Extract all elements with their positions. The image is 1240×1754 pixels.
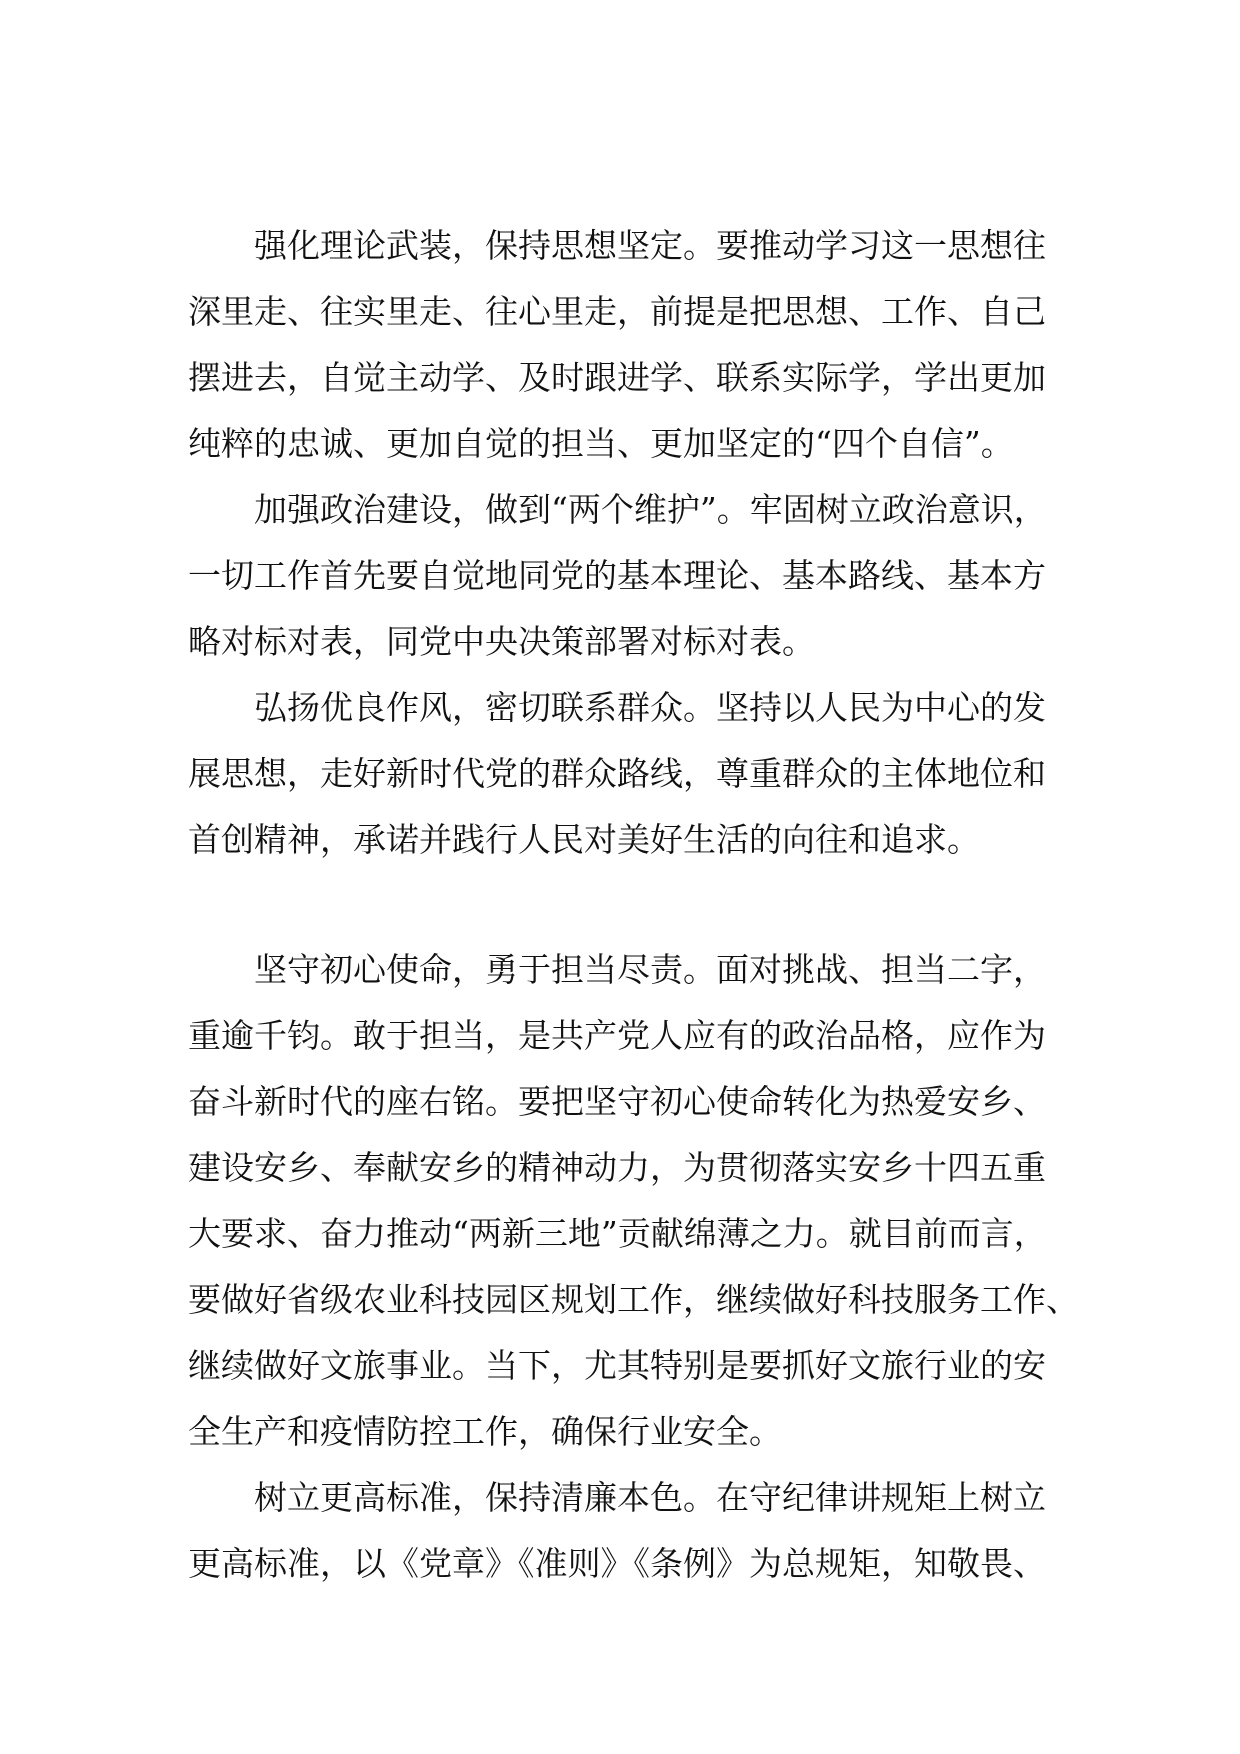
- paragraph-line: 建设安乡、奉献安乡的精神动力，为贯彻落实安乡十四五重: [188, 1148, 1046, 1187]
- paragraph-line: 大要求、奋力推动“两新三地”贡献绵薄之力。就目前而言，: [188, 1214, 1047, 1253]
- paragraph-line: 一切工作首先要自觉地同党的基本理论、基本路线、基本方: [188, 556, 1046, 595]
- paragraph-line: 展思想，走好新时代党的群众路线，尊重群众的主体地位和: [188, 754, 1046, 793]
- paragraph-line: 奋斗新时代的座右铭。要把坚守初心使命转化为热爱安乡、: [188, 1082, 1046, 1121]
- paragraph-line: 坚守初心使命，勇于担当尽责。面对挑战、担当二字，: [254, 950, 1046, 989]
- paragraph-line: 更高标准，以《党章》《准则》《条例》为总规矩，知敬畏、: [188, 1544, 1046, 1583]
- paragraph-line: 重逾千钧。敢于担当，是共产党人应有的政治品格，应作为: [188, 1016, 1046, 1055]
- paragraph-line: 弘扬优良作风，密切联系群众。坚持以人民为中心的发: [254, 688, 1046, 727]
- paragraph-line: 深里走、往实里走、往心里走，前提是把思想、工作、自己: [188, 292, 1046, 331]
- paragraph-line: 全生产和疫情防控工作，确保行业安全。: [188, 1412, 782, 1451]
- paragraph-line: 要做好省级农业科技园区规划工作，继续做好科技服务工作、: [188, 1280, 1079, 1319]
- paragraph-line: 继续做好文旅事业。当下，尤其特别是要抓好文旅行业的安: [188, 1346, 1046, 1385]
- paragraph-line: 首创精神，承诺并践行人民对美好生活的向往和追求。: [188, 820, 980, 859]
- paragraph-line: 摆进去，自觉主动学、及时跟进学、联系实际学，学出更加: [188, 358, 1046, 397]
- paragraph-line: 略对标对表，同党中央决策部署对标对表。: [188, 622, 815, 661]
- paragraph-line: 强化理论武装，保持思想坚定。要推动学习这一思想往: [254, 226, 1046, 265]
- paragraph-line: 加强政治建设，做到“两个维护”。牢固树立政治意识，: [254, 490, 1047, 529]
- paragraph-line: 树立更高标准，保持清廉本色。在守纪律讲规矩上树立: [254, 1478, 1046, 1517]
- paragraph-line: 纯粹的忠诚、更加自觉的担当、更加坚定的“四个自信”。: [188, 424, 1014, 463]
